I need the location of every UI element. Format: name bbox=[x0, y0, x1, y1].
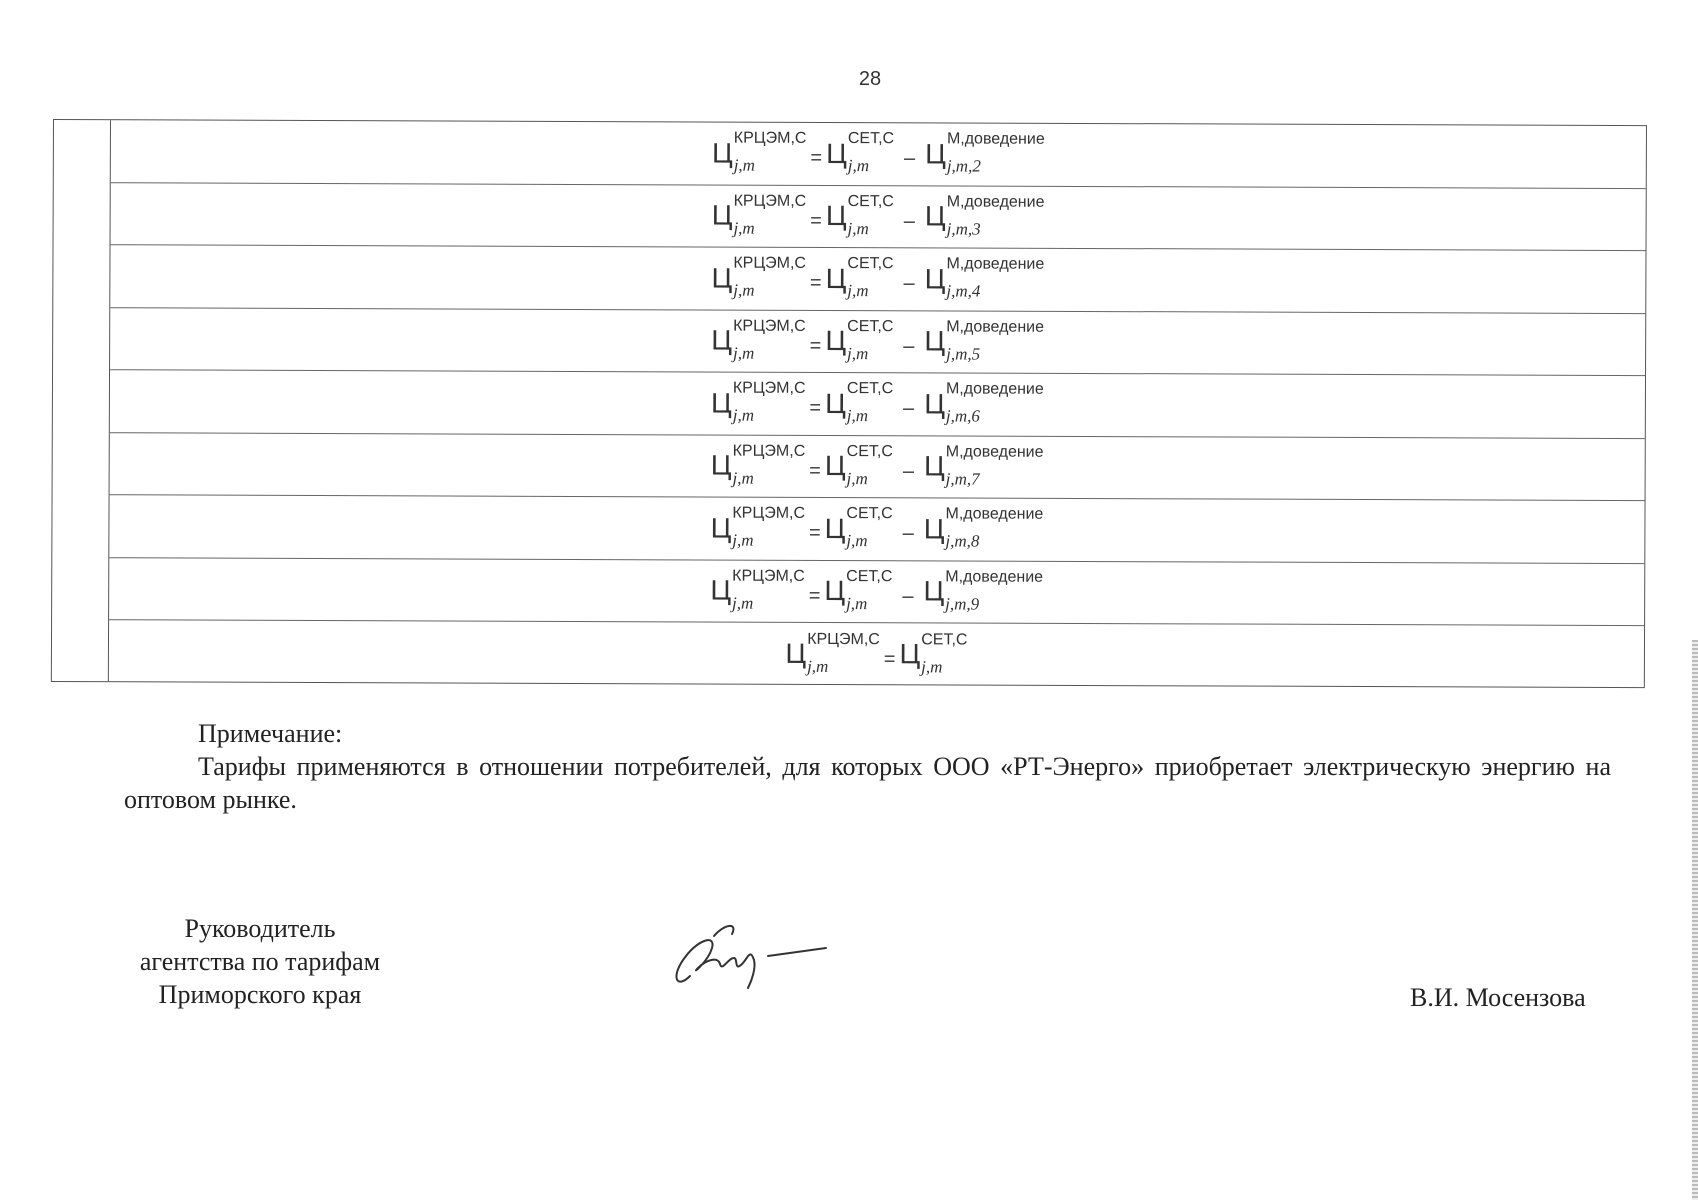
formula bbox=[785, 630, 968, 677]
formula-superscript: СЕТ,С bbox=[846, 442, 893, 460]
formula-term bbox=[925, 130, 1045, 176]
table-number-column bbox=[52, 120, 111, 681]
formula-superscript: СЕТ,С bbox=[921, 631, 968, 649]
formula bbox=[711, 317, 1045, 364]
formula-term bbox=[711, 254, 807, 300]
formula bbox=[711, 379, 1044, 426]
formula-term bbox=[923, 568, 1044, 614]
formula-minus: – bbox=[902, 585, 914, 608]
formula-term bbox=[710, 567, 805, 613]
formula-minus: – bbox=[903, 397, 915, 420]
formula-subscript: j,m bbox=[921, 657, 943, 677]
formula-subscript: j,m bbox=[846, 406, 869, 426]
formula-subscript: j,m bbox=[846, 531, 868, 551]
formula-subscript: j,m bbox=[732, 343, 755, 363]
formula-symbol: Ц bbox=[923, 450, 945, 482]
formula-term bbox=[824, 505, 893, 551]
formula-symbol: Ц bbox=[923, 575, 945, 607]
formula bbox=[711, 254, 1045, 301]
formula-superscript: М,доведение bbox=[945, 380, 1044, 399]
formula-term bbox=[924, 255, 1045, 301]
formula-superscript: СЕТ,С bbox=[846, 380, 894, 398]
formula-minus: – bbox=[903, 210, 915, 233]
formula-superscript: КРЦЭМ,С bbox=[732, 567, 805, 585]
formula-equals: = bbox=[810, 209, 822, 232]
signer-title bbox=[120, 912, 400, 1011]
formula-subscript: j,m,9 bbox=[945, 594, 980, 614]
formula-minus: – bbox=[902, 522, 914, 545]
formula-symbol: Ц bbox=[826, 137, 847, 169]
formula-superscript: СЕТ,С bbox=[847, 130, 895, 148]
formula-equals: = bbox=[809, 272, 822, 295]
formula-superscript: КРЦЭМ,С bbox=[733, 192, 807, 210]
formula-subscript: j,m bbox=[732, 405, 755, 425]
formula-term bbox=[825, 255, 894, 301]
note-title: Примечание: bbox=[198, 719, 343, 748]
page-number: 28 bbox=[858, 68, 882, 90]
formula-equals: = bbox=[809, 334, 822, 357]
formula-equals: = bbox=[808, 584, 821, 607]
formula-subscript: j,m bbox=[846, 468, 868, 488]
formula-minus: – bbox=[903, 272, 915, 295]
formula-term bbox=[711, 317, 806, 363]
formula-term bbox=[710, 442, 806, 488]
formula-equals: = bbox=[809, 459, 821, 482]
formula-term bbox=[923, 443, 1044, 489]
formula-minus: – bbox=[903, 335, 915, 358]
table-row bbox=[110, 370, 1645, 438]
formula-symbol: Ц bbox=[899, 638, 921, 670]
formula-equals: = bbox=[883, 647, 896, 670]
table-row bbox=[109, 558, 1644, 626]
formula-superscript: М,доведение bbox=[946, 255, 1045, 274]
formula-subscript: j,m bbox=[846, 593, 868, 613]
formula-subscript: j,m bbox=[733, 155, 756, 175]
formula-subscript: j,m bbox=[847, 156, 870, 176]
formula-subscript: j,m,3 bbox=[946, 219, 981, 239]
table-row bbox=[111, 183, 1646, 251]
formula-subscript: j,m bbox=[807, 656, 829, 676]
formula-subscript: j,m,7 bbox=[945, 469, 980, 489]
formula-symbol: Ц bbox=[711, 199, 733, 231]
formula-symbol: Ц bbox=[825, 387, 846, 419]
formula-superscript: КРЦЭМ,С bbox=[807, 630, 880, 648]
signer-title-line: Приморского края bbox=[158, 980, 362, 1009]
formula-symbol: Ц bbox=[785, 638, 807, 670]
scan-edge bbox=[1692, 640, 1698, 1200]
formula-superscript: М,доведение bbox=[945, 505, 1044, 524]
formula-subscript: j,m bbox=[732, 468, 754, 488]
formula-subscript: j,m bbox=[733, 218, 755, 238]
formula-superscript: СЕТ,С bbox=[847, 192, 894, 210]
formula-equals: = bbox=[810, 147, 823, 170]
formula-term bbox=[899, 631, 968, 677]
formula-superscript: КРЦЭМ,С bbox=[733, 254, 807, 273]
formula-superscript: М,доведение bbox=[945, 568, 1044, 586]
formula-symbol: Ц bbox=[824, 575, 846, 607]
formula-symbol: Ц bbox=[924, 325, 946, 357]
formula-subscript: j,m bbox=[732, 593, 754, 613]
formula-symbol: Ц bbox=[711, 137, 733, 169]
formula-subscript: j,m,2 bbox=[946, 156, 981, 176]
formula-superscript: СЕТ,С bbox=[847, 255, 894, 273]
table-row bbox=[110, 245, 1645, 313]
formula-term bbox=[825, 380, 894, 426]
formula-symbol: Ц bbox=[710, 512, 732, 544]
formula-term bbox=[826, 130, 895, 176]
formula-subscript: j,m,6 bbox=[945, 406, 980, 426]
formula-superscript: М,доведение bbox=[946, 130, 1045, 149]
formula-superscript: СЕТ,С bbox=[846, 505, 893, 523]
formula-symbol: Ц bbox=[824, 450, 846, 482]
formula bbox=[711, 192, 1045, 239]
formula bbox=[710, 442, 1044, 489]
formula-minus: – bbox=[903, 147, 916, 170]
formula-symbol: Ц bbox=[825, 325, 847, 357]
table-row bbox=[109, 620, 1644, 688]
formula-subscript: j,m bbox=[847, 281, 869, 301]
formula-subscript: j,m,8 bbox=[945, 531, 980, 551]
formula-superscript: СЕТ,С bbox=[846, 567, 893, 585]
formula-term bbox=[710, 504, 806, 550]
formula-superscript: КРЦЭМ,С bbox=[733, 317, 806, 335]
formula-symbol: Ц bbox=[824, 512, 846, 544]
formula-symbol: Ц bbox=[825, 262, 847, 294]
formula-subscript: j,m bbox=[847, 218, 869, 238]
formula bbox=[711, 129, 1045, 176]
formula bbox=[710, 567, 1044, 614]
formula-term bbox=[825, 192, 894, 238]
formula-superscript: КРЦЭМ,С bbox=[732, 379, 806, 398]
formula-term bbox=[824, 567, 893, 613]
formula-term bbox=[923, 505, 1044, 551]
formula-term bbox=[824, 442, 893, 488]
formula-symbol: Ц bbox=[710, 449, 732, 481]
formula-symbol: Ц bbox=[923, 513, 945, 545]
formula-subscript: j,m bbox=[733, 280, 755, 300]
signer-title-line: агентства по тарифам bbox=[139, 947, 381, 976]
table-row bbox=[110, 433, 1645, 501]
formula-table bbox=[51, 119, 1647, 688]
handwritten-signature bbox=[668, 918, 828, 998]
formula-superscript: М,доведение bbox=[946, 193, 1045, 211]
formula-term bbox=[785, 630, 880, 676]
table-rows bbox=[109, 120, 1646, 687]
formula-symbol: Ц bbox=[924, 263, 946, 295]
formula-subscript: j,m,5 bbox=[946, 344, 981, 364]
signer-title-line: Руководитель bbox=[184, 914, 336, 943]
formula-superscript: КРЦЭМ,С bbox=[733, 129, 807, 148]
formula-term bbox=[711, 379, 806, 425]
formula-subscript: j,m bbox=[847, 343, 869, 363]
formula-subscript: j,m bbox=[732, 530, 754, 550]
formula-term bbox=[924, 380, 1044, 426]
formula-symbol: Ц bbox=[711, 387, 732, 419]
formula-superscript: М,доведение bbox=[946, 318, 1045, 336]
formula-term bbox=[825, 317, 894, 363]
table-row bbox=[109, 495, 1644, 563]
note-text: Тарифы применяются в отношении потребителей, для которых ООО «РТ-Энерго» приобретает электрическую энергию на оптовом рынке. bbox=[124, 752, 1611, 814]
formula-term bbox=[924, 193, 1045, 239]
formula-term bbox=[711, 129, 807, 175]
formula-symbol: Ц bbox=[711, 262, 733, 294]
formula-superscript: КРЦЭМ,С bbox=[732, 442, 806, 460]
formula-symbol: Ц bbox=[925, 138, 946, 170]
formula-symbol: Ц bbox=[924, 388, 946, 420]
formula-equals: = bbox=[808, 522, 821, 545]
formula-equals: = bbox=[809, 397, 822, 420]
formula-term bbox=[711, 192, 807, 238]
formula-symbol: Ц bbox=[710, 574, 732, 606]
formula-subscript: j,m,4 bbox=[946, 281, 981, 301]
table-row bbox=[111, 120, 1646, 188]
formula-symbol: Ц bbox=[825, 200, 847, 232]
formula-minus: – bbox=[902, 460, 915, 483]
formula-term bbox=[924, 318, 1045, 364]
table-row bbox=[110, 308, 1645, 376]
formula-symbol: Ц bbox=[711, 324, 733, 356]
signer-name: В.И. Мосензова bbox=[1410, 983, 1586, 1012]
formula-superscript: СЕТ,С bbox=[847, 317, 894, 335]
formula-superscript: М,доведение bbox=[945, 443, 1044, 461]
formula-symbol: Ц bbox=[924, 200, 946, 232]
formula-superscript: КРЦЭМ,С bbox=[732, 504, 806, 523]
formula bbox=[710, 504, 1044, 551]
